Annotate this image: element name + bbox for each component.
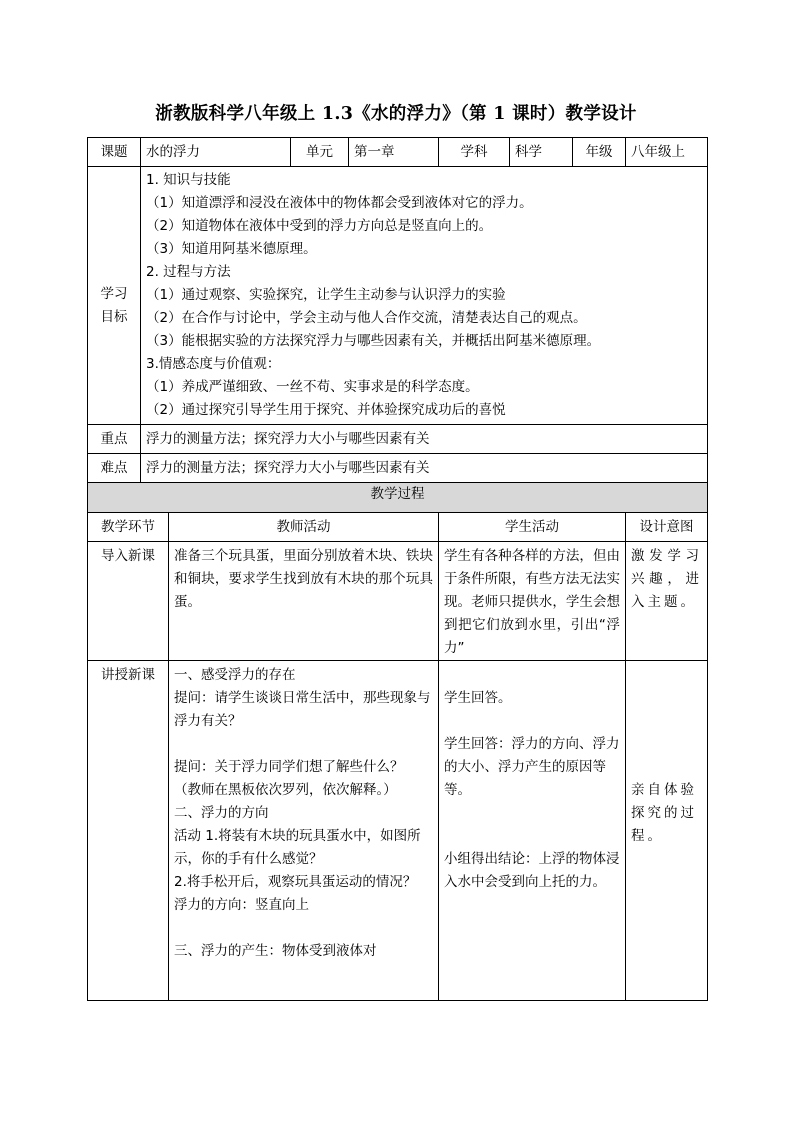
intro-intent: 激发学习兴趣，进入主题。 [626,542,708,661]
difficulty-row [88,454,708,483]
lecture-teacher [169,661,439,1001]
intro-stage: 导入新课 [88,542,169,661]
course-value: 水的浮力 [141,138,291,167]
teacher-section-title: 一、感受浮力的存在 [174,667,296,683]
grade-label: 年级 [573,138,626,167]
grade-value: 八年级上 [626,138,708,167]
subject-label: 学科 [439,138,510,167]
intro-student: 学生有各种各样的方法，但由于条件所限，有些方法无法实现。老师只提供水，学生会想到把它们放到水里，引出“浮力” [439,542,626,661]
teacher-question: 提问：请学生谈谈日常生活中，那些现象与浮力有关？ [174,690,431,729]
difficulty-value: 浮力的测量方法；探究浮力大小与哪些因素有关 [141,454,708,483]
student-answer: 学生回答。 [444,690,512,706]
spacer [444,802,620,848]
objective-line: 3.情感态度与价值观： [146,356,281,372]
column-student: 学生活动 [439,513,626,542]
teacher-section-title: 二、浮力的方向 [174,805,269,821]
key-point-label: 重点 [88,425,141,454]
key-point-value: 浮力的测量方法；探究浮力大小与哪些因素有关 [141,425,708,454]
lecture-row [88,661,708,1001]
student-conclusion: 小组得出结论：上浮的物体浸入水中会受到向上托的力。 [444,851,620,890]
teacher-note: （教师在黑板依次罗列，依次解释。） [174,782,397,798]
objective-line: （1）养成严谨细致、一丝不苟、实事求是的科学态度。 [146,379,479,395]
objectives-label [88,167,141,425]
intro-teacher: 准备三个玩具蛋，里面分别放着木块、铁块和铜块，要求学生找到放有木块的那个玩具蛋。 [169,542,439,661]
key-point-row [88,425,708,454]
header-row [88,138,708,167]
objectives-content [141,167,708,425]
process-header-row [88,513,708,542]
objective-line: 2. 过程与方法 [146,264,231,280]
column-stage: 教学环节 [88,513,169,542]
lecture-intent: 亲自体验探究的过程。 [626,661,708,1001]
unit-label: 单元 [291,138,349,167]
spacer [444,710,620,733]
difficulty-label: 难点 [88,454,141,483]
teacher-activity: 2.将手松开后，观察玩具蛋运动的情况？ [174,874,417,890]
lecture-student [439,661,626,1001]
objective-line: （3）能根据实验的方法探究浮力与哪些因素有关，并概括出阿基米德原理。 [146,333,601,349]
page-title: 浙教版科学八年级上 1.3《水的浮力》（第 1 课时）教学设计 [155,104,637,124]
column-intent: 设计意图 [626,513,708,542]
student-answer: 学生回答：浮力的方向、浮力的大小、浮力产生的原因等等。 [444,736,620,798]
process-title: 教学过程 [88,483,708,513]
teacher-question: 提问：关于浮力同学们想了解些什么？ [174,759,404,775]
objective-line: （2）知道物体在液体中受到的浮力方向总是竖直向上的。 [146,218,493,234]
course-label: 课题 [88,138,141,167]
objective-line: （1）通过观察、实验探究，让学生主动参与认识浮力的实验 [146,287,506,303]
process-title-row [88,483,708,513]
teacher-result: 浮力的方向：竖直向上 [174,897,309,913]
objective-line: （2）在合作与讨论中，学会主动与他人合作交流，清楚表达自己的观点。 [146,310,587,326]
objective-line: （3）知道用阿基米德原理。 [146,241,317,257]
objective-line: （2）通过探究引导学生用于探究、并体验探究成功后的喜悦 [146,402,506,418]
teacher-section-title: 三、浮力的产生：物体受到液体对 [174,943,377,959]
spacer [174,917,433,940]
column-teacher: 教师活动 [169,513,439,542]
objectives-label-line: 学习 [100,286,128,302]
spacer [174,733,433,756]
objective-line: 1. 知识与技能 [146,172,231,188]
objectives-label-line: 目标 [100,309,128,325]
lecture-stage: 讲授新课 [88,661,169,1001]
objective-line: （1）知道漂浮和浸没在液体中的物体都会受到液体对它的浮力。 [146,195,533,211]
intro-row [88,542,708,661]
unit-value: 第一章 [349,138,439,167]
objectives-row [88,167,708,425]
teacher-activity: 活动 1.将装有木块的玩具蛋水中，如图所示，你的手有什么感觉？ [174,828,421,867]
lesson-plan-table [87,137,708,1001]
subject-value: 科学 [510,138,573,167]
